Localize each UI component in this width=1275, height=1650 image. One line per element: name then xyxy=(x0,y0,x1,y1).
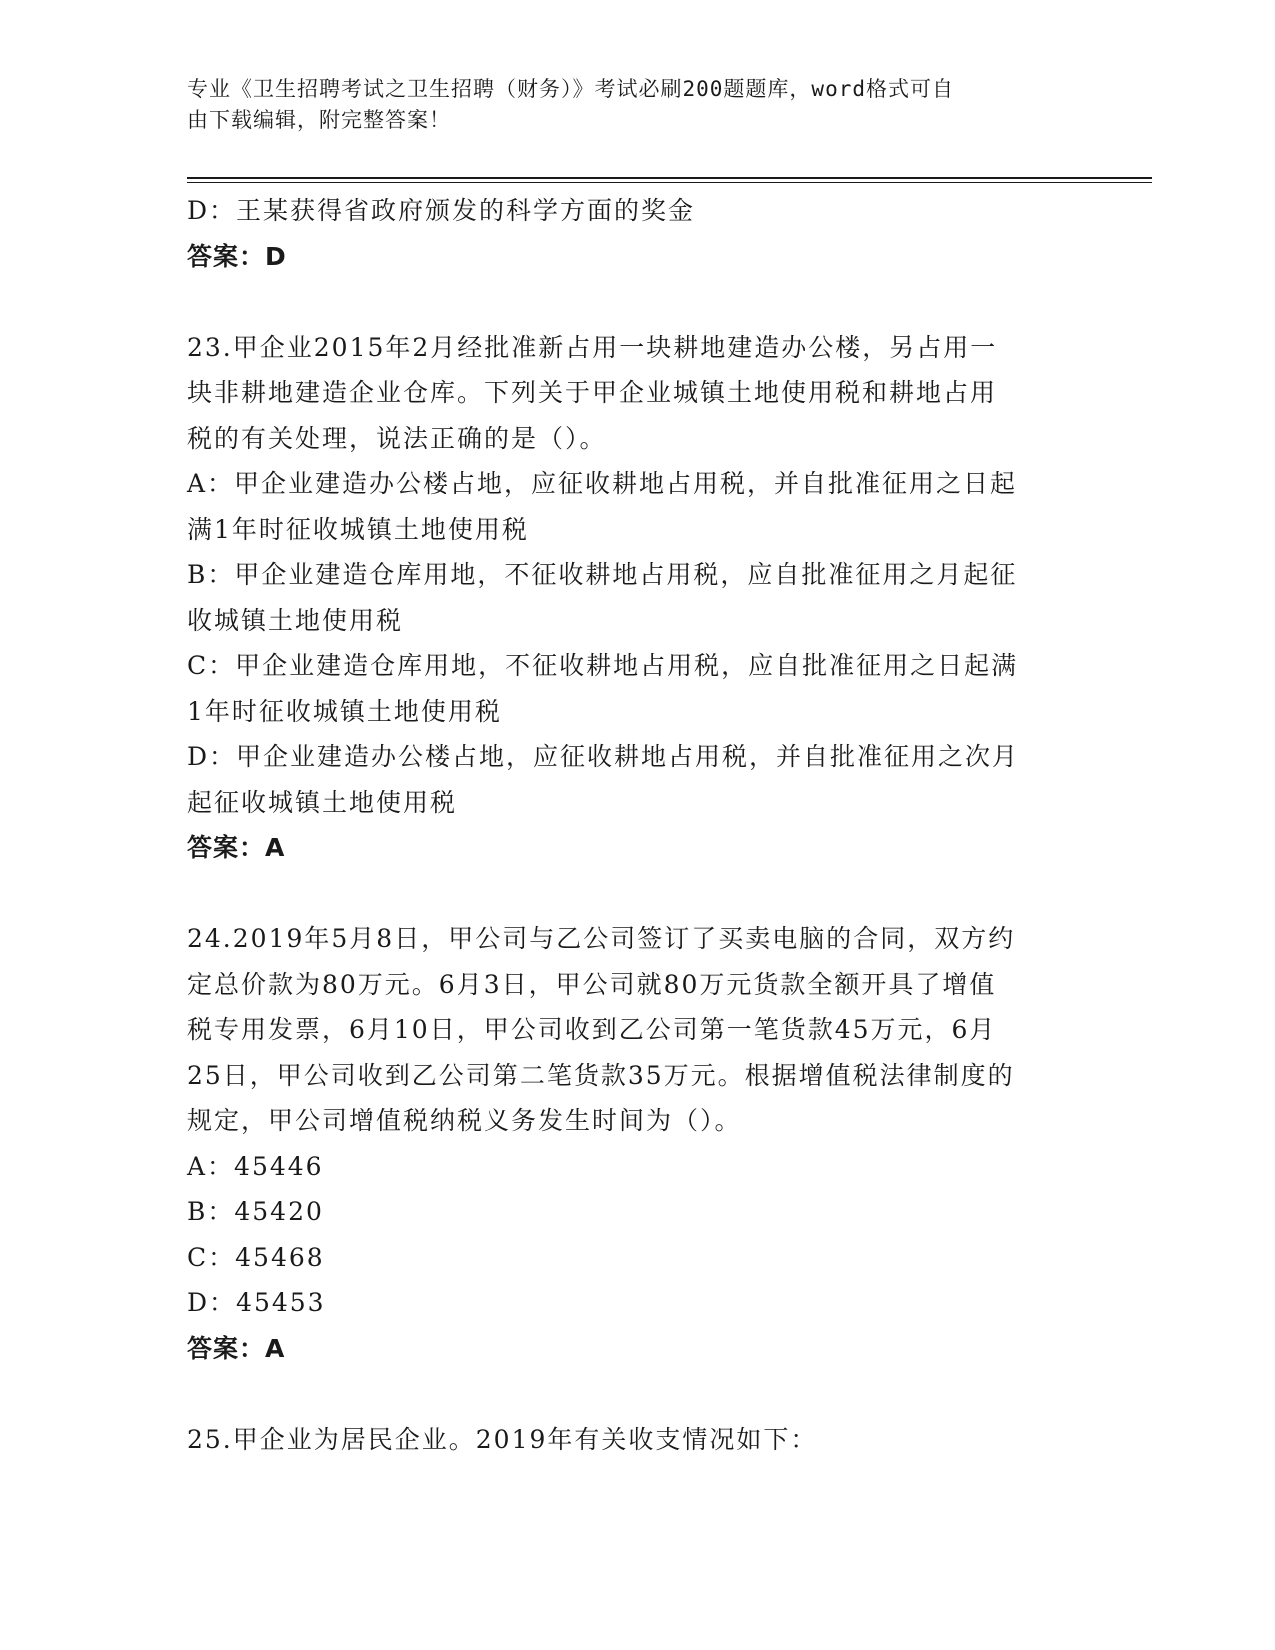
option-a-cont: 满1年时征收城镇土地使用税 xyxy=(187,514,529,544)
question-23 xyxy=(187,325,1077,871)
option-a: A：甲企业建造办公楼占地，应征收耕地占用税，并自批准征用之日起 xyxy=(187,469,1018,498)
option-c: C：45468 xyxy=(187,1242,325,1272)
prev-question-tail xyxy=(187,188,1077,279)
option-d-cont: 起征收城镇土地使用税 xyxy=(187,787,458,817)
question-stem-line: 23.甲企业2015年2月经批准新占用一块耕地建造办公楼，另占用一 xyxy=(187,332,998,362)
answer: 答案：A xyxy=(187,1333,286,1363)
spacer xyxy=(187,279,1077,325)
question-stem-line: 规定，甲公司增值税纳税义务发生时间为（）。 xyxy=(187,1106,742,1135)
option-a: A：45446 xyxy=(187,1151,324,1181)
option-d: D：王某获得省政府颁发的科学方面的奖金 xyxy=(187,196,696,225)
answer: 答案：A xyxy=(187,833,286,862)
question-stem-line: 25日，甲公司收到乙公司第二笔货款35万元。根据增值税法律制度的 xyxy=(187,1060,1015,1090)
question-stem-line: 24.2019年5月8日，甲公司与乙公司签订了买卖电脑的合同，双方约 xyxy=(187,924,1016,953)
document-body xyxy=(187,188,1077,1462)
document-header xyxy=(187,74,1067,136)
question-stem-line: 25.甲企业为居民企业。2019年有关收支情况如下： xyxy=(187,1424,818,1454)
spacer xyxy=(187,1371,1077,1417)
option-c: C：甲企业建造仓库用地，不征收耕地占用税，应自批准征用之日起满 xyxy=(187,651,1019,680)
question-stem-line: 定总价款为80万元。6月3日，甲公司就80万元货款全额开具了增值 xyxy=(187,969,997,999)
option-b-cont: 收城镇土地使用税 xyxy=(187,605,404,635)
question-stem-line: 块非耕地建造企业仓库。下列关于甲企业城镇土地使用税和耕地占用 xyxy=(187,378,998,407)
option-d: D：甲企业建造办公楼占地，应征收耕地占用税，并自批准征用之次月 xyxy=(187,742,1020,771)
header-rule-thin xyxy=(187,182,1152,183)
option-b: B：甲企业建造仓库用地，不征收耕地占用税，应自批准征用之月起征 xyxy=(187,560,1018,589)
answer: 答案：D xyxy=(187,241,287,271)
header-rule-thick xyxy=(187,177,1152,179)
question-25 xyxy=(187,1417,1077,1463)
header-line-1: 专业《卫生招聘考试之卫生招聘（财务）》考试必刷200题题库，word格式可自 xyxy=(187,77,954,101)
option-d: D：45453 xyxy=(187,1288,326,1317)
question-stem-line: 税专用发票，6月10日，甲公司收到乙公司第一笔货款45万元，6月 xyxy=(187,1015,997,1044)
question-stem-line: 税的有关处理，说法正确的是（）。 xyxy=(187,423,607,453)
spacer xyxy=(187,871,1077,917)
option-c-cont: 1年时征收城镇土地使用税 xyxy=(187,696,502,726)
header-line-2: 由下载编辑，附完整答案！ xyxy=(187,108,451,132)
question-24 xyxy=(187,916,1077,1371)
option-b: B：45420 xyxy=(187,1197,324,1226)
